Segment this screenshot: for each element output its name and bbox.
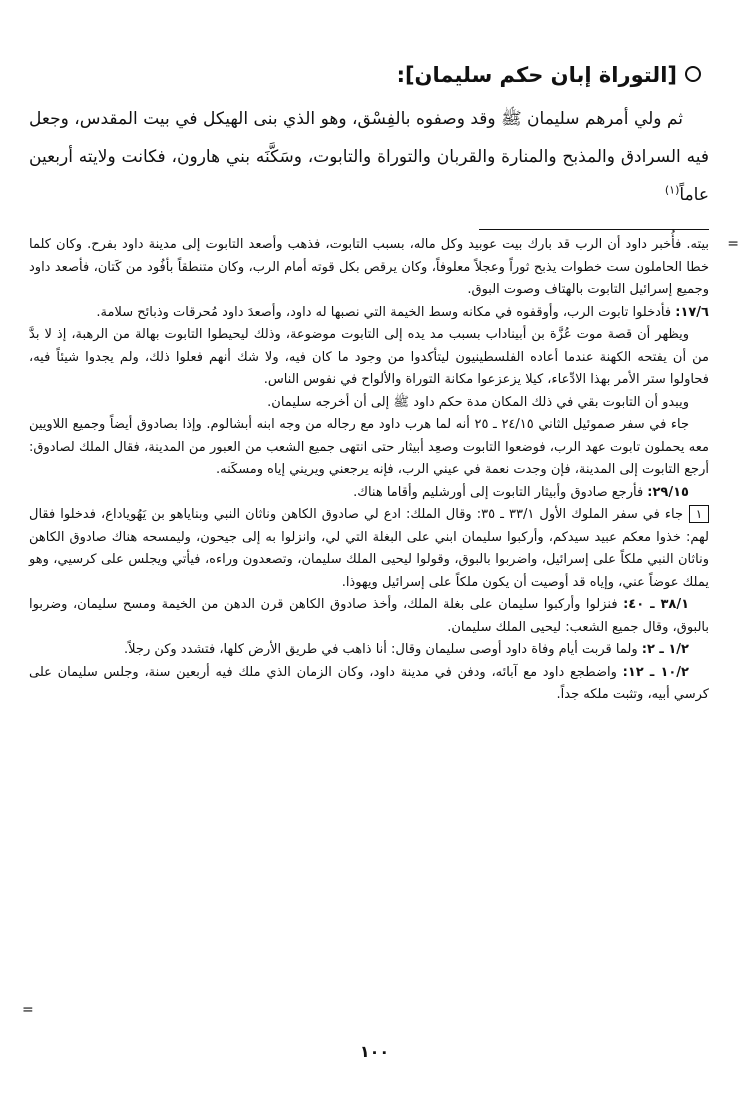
footnote-paragraph [29,482,709,505]
verse-ref: ٣٨/١ ـ ٤٠: [623,597,690,612]
verse-ref: ٢٩/١٥: [647,484,689,500]
verse-ref: ١٠/٢ ـ ١٢: [622,664,689,680]
footnote-paragraph: جاء في سفر صموئيل الثاني ٢٤/١٥ ـ ٢٥ أنه لما هرب داود مع رجاله من وجه ابنه أبشالوم. وإذا بصادوق أيضاً وجميع اللاويين معه يحملون تابوت عهد الرب، فوضعوا التابوت وصعِد أبيثار حتى انتهى جميع الشعب من العبور من المدينة، فقال الملك لصادوق: أرجع التابوت إلى المدينة، فإن وجدت نعمة في عيني الرب، فإنه يرجعني ويريني إياه ومسكَنه. [29,417,709,477]
verse-ref: ١٧/٦: [675,304,709,320]
footnote-text: واضطجع داود مع آبائه، ودفن في مدينة داود، وكان الزمان الذي ملك فيه أربعين سنة، وجلس سليمان على كرسي أبيه، وتثبت ملكه جداً. [29,664,709,702]
footnote-marker: (١) [664,183,680,197]
main-paragraph [29,100,709,214]
main-text [29,100,709,214]
footnote-paragraph [29,662,709,707]
page-number: ١٠٠ [359,1042,390,1061]
footnote-paragraph [29,594,709,639]
section-heading [41,58,701,92]
footnote-separator [479,229,709,230]
footnote-paragraph: ويبدو أن التابوت بقي في ذلك المكان مدة حكم داود ﷺ إلى أن أخرجه سليمان. [267,394,689,410]
boxed-number: ١ [689,505,709,523]
footnotes [29,234,709,707]
section-heading-text: [التوراة إبان حكم سليمان]: [396,63,677,87]
continuation-mark: = [727,236,739,252]
footnote-text: فنزلوا وأركبوا سليمان على بغلة الملك، وأخذ صادوق الكاهن قرن الدهن من الخيمة ومسح سليمان، وضربوا بالبوق، وقال جميع الشعب: ليحيى الملك سليمان. [29,597,709,635]
circle-bullet-icon [685,66,701,82]
verse-ref: ١/٢ ـ ٢: [641,642,689,657]
main-paragraph-text: ثم ولي أمرهم سليمان ﷺ وقد وصفوه بالفِسْق، وهو الذي بنى الهيكل في بيت المقدس، وجعل فيه السرادق والمذبح والمنارة والقربان والتوراة والتابوت، وسَكَّنَه بني هارون، فكانت ولايته أربعين عاماً [29,109,709,205]
footnote-text: فأرجع صادوق وأبيثار التابوت إلى أورشليم وأقاما هناك. [353,484,644,500]
footnote-text: جاء في سفر الملوك الأول ٣٣/١ ـ ٣٥: وقال الملك: ادع لي صادوق الكاهن وناثان النبي وبناياهو بن يَهُوياداع، فدخلوا فقال لهم: خذوا معكم عبيد سيدكم، وأركبوا سليمان ابني على البغلة التي لي، وانزلوا به إلى جيحون، وليمسحه هناك صادوق الكاهن وناثان النبي ملكاً على إسرائيل، واضربوا بالبوق، وقولوا ليحيى الملك سليمان، وتصعدون وراءه، فيأتي ويجلس على كرسيي، وهو يملك عوضاً عني، وإياه قد أوصيت أن يكون ملكاً على إسرائيل ويهوذا. [29,507,709,590]
footnote-paragraph [29,504,709,594]
footnote-paragraph: بيته. فأُخبر داود أن الرب قد بارك بيت عوبيد وكل ماله، بسبب التابوت، فذهب وأصعد التابوت إلى مدينة داود بفرح. وكان كلما خطا الحاملون ست خطوات يذبح ثوراً وعجلاً معلوفاً، وكان يرقص بكل قوته أمام الرب، وكان متنطقاً بأفُود من كَتان، فأصعد داود وجميع إسرائيل التابوت بالهتاف وصوت البوق. [29,237,709,297]
footnote-paragraph: ويظهر أن قصة موت عُزَّة بن أبيناداب بسبب مد يده إلى التابوت موضوعة، وذلك ليحيطوا التابوت بهالة من الرهبة، إذ لا بدَّ من أن يفتحه الكهنة عندما أعاده الفلسطينيون ليتأكدوا من وجود ما كان فيه، ولا شك أنهم فعلوا ذلك، ولم يجدوا شيئاً فيه، فحاولوا ستر الأمر بهذا الادِّعاء، كيلا يزعزعوا مكانة التوراة والألواح في نفوس الناس. [29,327,709,387]
footnote-text: فأدخلوا تابوت الرب، وأوقفوه في مكانه وسط الخيمة التي نصبها له داود، وأصعدَ داود مُحرقات وذبائح سلامة. [96,304,672,320]
footnote-paragraph [29,639,709,662]
footnote-paragraph [29,302,709,325]
end-continuation-mark: = [22,1002,34,1018]
footnote-text: ولما قربت أيام وفاة داود أوصى سليمان وقال: أنا ذاهب في طريق الأرض كلها، فتشدد وكن رجلاً. [124,642,638,657]
